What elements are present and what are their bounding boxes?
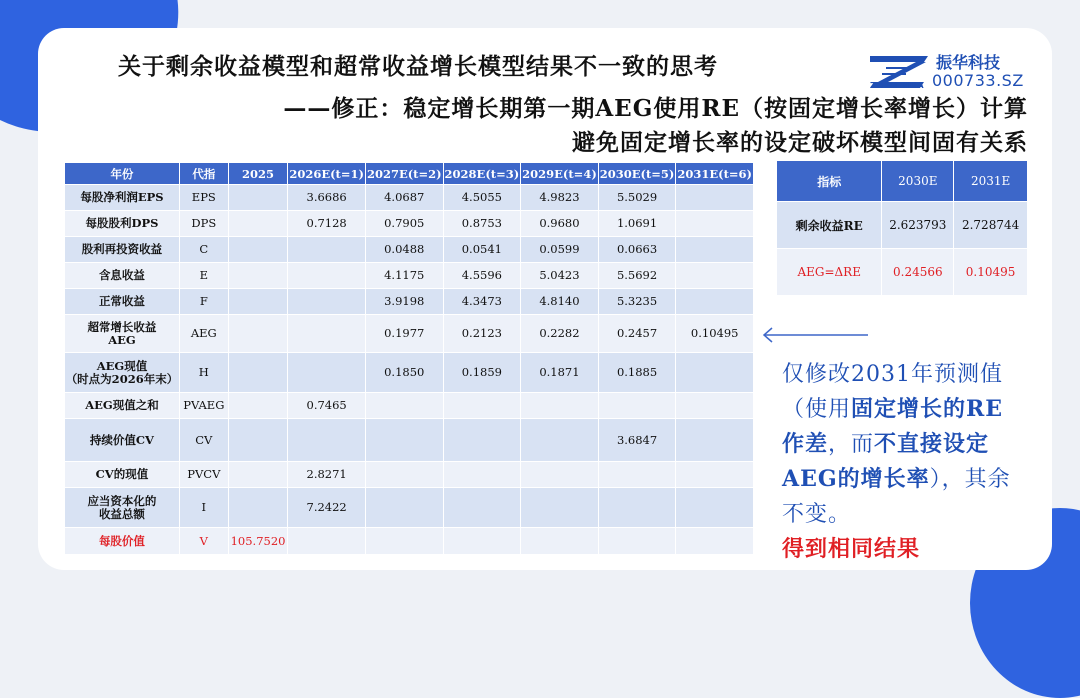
table-cell [288, 315, 366, 353]
table-cell [598, 488, 676, 528]
table-cell [676, 289, 754, 315]
table-cell [228, 315, 288, 353]
table-cell: 0.2457 [598, 315, 676, 353]
company-pinyin: ZHEN HUA [870, 81, 925, 90]
table-cell [365, 528, 443, 555]
col-header: 2028E(t=3) [443, 163, 521, 185]
table-cell: 2.728744 [954, 202, 1028, 249]
table-cell-result: 105.7520 [228, 528, 288, 555]
explanation-note [782, 357, 1022, 567]
valuation-table [64, 162, 754, 555]
row-code: H [179, 353, 228, 393]
table-cell: 3.6847 [598, 419, 676, 462]
col-header: 代指 [179, 163, 228, 185]
row-label: CV的现值 [65, 462, 180, 488]
table-cell: 7.2422 [288, 488, 366, 528]
table-cell: 0.1859 [443, 353, 521, 393]
row-label [65, 488, 180, 528]
row-code: AEG [179, 315, 228, 353]
row-label: AEG现值之和 [65, 393, 180, 419]
table-cell: 0.7905 [365, 211, 443, 237]
table-cell [228, 289, 288, 315]
table-cell [521, 419, 599, 462]
col-header: 指标 [777, 161, 882, 202]
row-label: 每股价值 [65, 528, 180, 555]
table-cell [228, 488, 288, 528]
slide-title-line1: 关于剩余收益模型和超常收益增长模型结果不一致的思考 [118, 53, 718, 80]
row-code: F [179, 289, 228, 315]
table-row [65, 237, 754, 263]
table-cell: 4.5596 [443, 263, 521, 289]
col-header: 2029E(t=4) [521, 163, 599, 185]
row-label-line2: 收益总额 [98, 506, 145, 521]
row-label: 股利再投资收益 [65, 237, 180, 263]
row-label [65, 315, 180, 353]
row-label-line2: （时点为2026年末） [65, 371, 179, 386]
table-cell [288, 419, 366, 462]
note-text: 仅修改2031年预测值（使用 [782, 362, 1003, 422]
row-code: C [179, 237, 228, 263]
table-cell: 0.1977 [365, 315, 443, 353]
table-cell: 4.9823 [521, 185, 599, 211]
table-cell: 4.8140 [521, 289, 599, 315]
row-code: I [179, 488, 228, 528]
col-header: 2027E(t=2) [365, 163, 443, 185]
table-header-row [777, 161, 1028, 202]
table-cell [676, 393, 754, 419]
table-cell: 0.8753 [443, 211, 521, 237]
table-cell: 2.623793 [882, 202, 954, 249]
col-header: 2030E(t=5) [598, 163, 676, 185]
row-code: PVCV [179, 462, 228, 488]
row-code: EPS [179, 185, 228, 211]
company-name: 振华科技 [936, 53, 1001, 72]
table-cell [521, 462, 599, 488]
table-cell: 0.7128 [288, 211, 366, 237]
table-cell: 4.5055 [443, 185, 521, 211]
table-cell: 4.1175 [365, 263, 443, 289]
row-label-line2: AEG [108, 332, 136, 347]
table-cell: 0.1871 [521, 353, 599, 393]
table-row [65, 211, 754, 237]
table-cell: 0.0488 [365, 237, 443, 263]
table-cell: 5.0423 [521, 263, 599, 289]
stock-code: 000733.SZ [932, 71, 1024, 90]
table-cell: 0.10495 [954, 249, 1028, 296]
table-cell [521, 528, 599, 555]
table-cell [521, 488, 599, 528]
table-cell [228, 185, 288, 211]
table-cell [443, 462, 521, 488]
row-label: 每股股利DPS [65, 211, 180, 237]
row-code: E [179, 263, 228, 289]
table-cell: 5.5692 [598, 263, 676, 289]
table-cell: 0.24566 [882, 249, 954, 296]
table-cell: 3.6686 [288, 185, 366, 211]
table-row [65, 185, 754, 211]
table-row-result [65, 528, 754, 555]
table-row [65, 419, 754, 462]
row-label-line1: 超常增长收益 [87, 319, 157, 334]
table-cell: 0.2282 [521, 315, 599, 353]
table-row [65, 289, 754, 315]
table-cell [676, 237, 754, 263]
col-header: 2025 [228, 163, 288, 185]
table-row [65, 488, 754, 528]
col-header: 2026E(t=1) [288, 163, 366, 185]
table-cell [676, 462, 754, 488]
table-cell: 2.8271 [288, 462, 366, 488]
table-cell: 0.7465 [288, 393, 366, 419]
table-row [777, 202, 1028, 249]
table-cell [365, 488, 443, 528]
table-cell [365, 419, 443, 462]
table-cell: 0.0541 [443, 237, 521, 263]
table-cell [228, 462, 288, 488]
table-cell [521, 393, 599, 419]
col-header: 2031E(t=6) [676, 163, 754, 185]
col-header: 2030E [882, 161, 954, 202]
table-cell [676, 419, 754, 462]
note-emphasis: 不直接设定AEG的增长率 [782, 431, 990, 492]
table-cell [676, 211, 754, 237]
table-cell [443, 528, 521, 555]
row-label: 正常收益 [65, 289, 180, 315]
table-cell [228, 237, 288, 263]
table-cell: 0.0599 [521, 237, 599, 263]
table-cell [288, 289, 366, 315]
table-cell [443, 419, 521, 462]
table-cell [228, 263, 288, 289]
table-header-row [65, 163, 754, 185]
table-cell [598, 462, 676, 488]
row-code: V [179, 528, 228, 555]
row-label: 每股净利润EPS [65, 185, 180, 211]
slide-title-line2: ——修正：稳定增长期第一期AEG使用RE（按固定增长率增长）计算 [283, 95, 1028, 122]
table-cell [228, 211, 288, 237]
row-label: 持续价值CV [65, 419, 180, 462]
table-cell [288, 263, 366, 289]
table-row [777, 249, 1028, 296]
table-cell [288, 353, 366, 393]
table-cell: 5.3235 [598, 289, 676, 315]
table-cell [598, 528, 676, 555]
row-label-line1: 应当资本化的 [87, 493, 157, 508]
row-code: PVAEG [179, 393, 228, 419]
table-cell [228, 419, 288, 462]
row-label: 剩余收益RE [777, 202, 882, 249]
table-cell: 4.0687 [365, 185, 443, 211]
table-row [65, 393, 754, 419]
slide-title-line3: 避免固定增长率的设定破坏模型间固有关系 [572, 129, 1028, 156]
table-cell [676, 353, 754, 393]
table-cell [676, 528, 754, 555]
table-row [65, 353, 754, 393]
table-cell [443, 393, 521, 419]
table-cell [676, 488, 754, 528]
note-conclusion: 得到相同结果 [782, 536, 921, 562]
table-cell: 0.2123 [443, 315, 521, 353]
table-cell: 0.9680 [521, 211, 599, 237]
table-row [65, 462, 754, 488]
table-cell [676, 185, 754, 211]
note-emphasis: 固定增长的RE作差 [782, 396, 1004, 457]
row-label: 含息收益 [65, 263, 180, 289]
table-row [65, 263, 754, 289]
note-text: ），其余不变。 [782, 467, 1011, 527]
table-cell: 5.5029 [598, 185, 676, 211]
residual-income-table [776, 160, 1028, 296]
row-code: CV [179, 419, 228, 462]
table-cell [676, 263, 754, 289]
table-cell: 0.1850 [365, 353, 443, 393]
table-cell: 3.9198 [365, 289, 443, 315]
table-cell: 1.0691 [598, 211, 676, 237]
row-label-line1: AEG现值 [96, 358, 148, 373]
row-label [65, 353, 180, 393]
table-cell [288, 237, 366, 263]
col-header: 年份 [65, 163, 180, 185]
row-label: AEG=ΔRE [777, 249, 882, 296]
table-cell [365, 462, 443, 488]
note-text: ，而 [828, 432, 875, 457]
table-cell [288, 528, 366, 555]
table-cell: 4.3473 [443, 289, 521, 315]
col-header: 2031E [954, 161, 1028, 202]
table-cell [228, 393, 288, 419]
table-cell-highlight: 0.10495 [676, 315, 754, 353]
row-code: DPS [179, 211, 228, 237]
table-cell: 0.0663 [598, 237, 676, 263]
arrow-left-icon [760, 325, 870, 345]
table-cell: 0.1885 [598, 353, 676, 393]
table-cell [365, 393, 443, 419]
table-cell [228, 353, 288, 393]
table-cell [598, 393, 676, 419]
table-row [65, 315, 754, 353]
table-cell [443, 488, 521, 528]
